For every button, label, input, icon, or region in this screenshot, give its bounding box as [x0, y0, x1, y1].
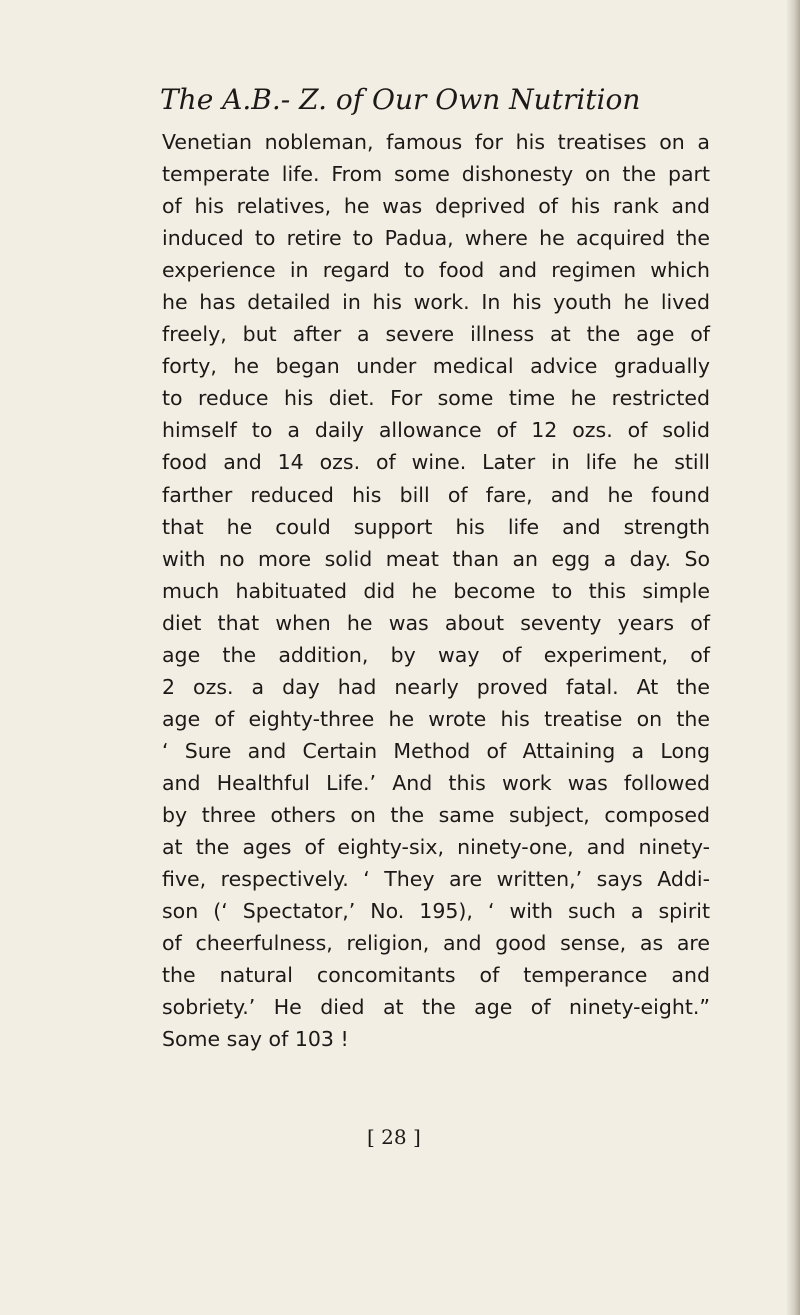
text-line: temperate life. From some dishonesty on the part [162, 162, 710, 187]
running-head: The A.B.- Z. of Our Own Nutrition [160, 83, 641, 116]
text-line: the natural concomitants of temperance and [162, 963, 710, 988]
text-line: farther reduced his bill of fare, and he found [162, 482, 710, 507]
text-line: of his relatives, he was deprived of his rank and [162, 194, 710, 219]
text-line: diet that when he was about seventy years of [162, 610, 710, 635]
page-number: [ 28 ] [367, 1125, 421, 1149]
text-line: sobriety.’ He died at the age of ninety-eight.” [162, 995, 710, 1020]
text-line: of cheerfulness, religion, and good sense, as are [162, 931, 710, 956]
text-line: to reduce his diet. For some time he restricted [162, 386, 710, 411]
text-line: five, respectively. ‘ They are written,’ says Addi- [162, 867, 710, 892]
text-line: experience in regard to food and regimen which [162, 258, 710, 283]
text-line: that he could support his life and strength [162, 514, 710, 539]
text-line: Some say of 103 ! [162, 1027, 349, 1052]
text-line: much habituated did he become to this simple [162, 578, 710, 603]
text-line: age the addition, by way of experiment, of [162, 642, 710, 667]
text-line: by three others on the same subject, composed [162, 802, 710, 827]
text-line: at the ages of eighty-six, ninety-one, and ninety- [162, 835, 710, 860]
text-line: induced to retire to Padua, where he acquired the [162, 226, 710, 251]
text-line: freely, but after a severe illness at the age of [162, 322, 710, 347]
text-line: he has detailed in his work. In his youth he lived [162, 290, 710, 315]
text-line: 2 ozs. a day had nearly proved fatal. At the [162, 674, 710, 699]
body-text [162, 126, 710, 1055]
text-line: ‘ Sure and Certain Method of Attaining a Long [162, 738, 710, 763]
text-line: son (‘ Spectator,’ No. 195), ‘ with such a spirit [162, 899, 710, 924]
text-line: age of eighty-three he wrote his treatise on the [162, 706, 710, 731]
text-line: with no more solid meat than an egg a day. So [162, 546, 710, 571]
text-line: food and 14 ozs. of wine. Later in life he still [162, 450, 710, 475]
text-line: Venetian nobleman, famous for his treatises on a [162, 130, 710, 154]
text-line: and Healthful Life.’ And this work was followed [162, 770, 710, 795]
text-line: himself to a daily allowance of 12 ozs. of solid [162, 418, 710, 443]
text-line: forty, he began under medical advice gradually [162, 354, 710, 379]
page-edge-shadow [786, 0, 800, 1315]
